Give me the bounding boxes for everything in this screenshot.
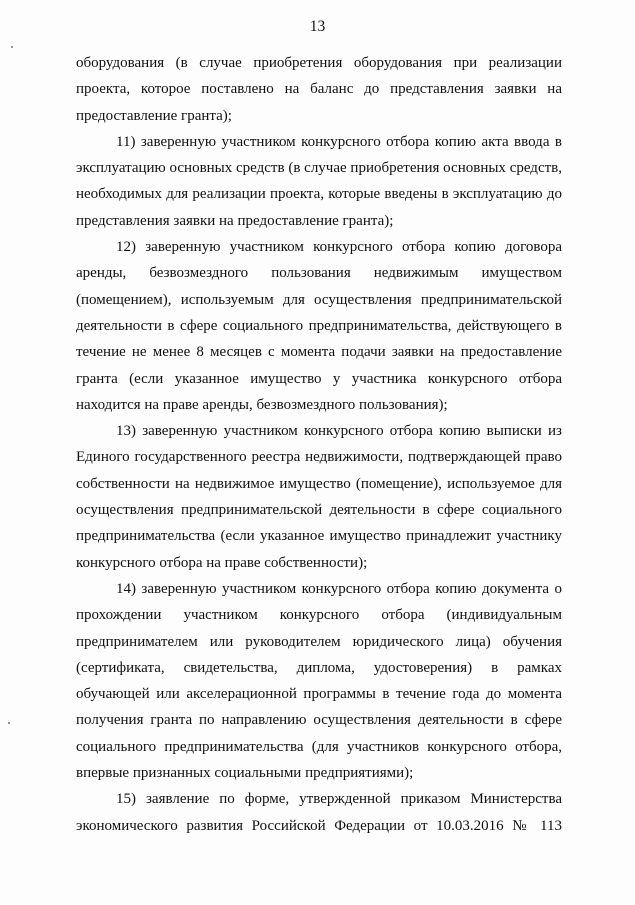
scan-speck xyxy=(11,46,13,48)
paragraph-item-11: 11) заверенную участником конкурсного отбора копию акта ввода в эксплуатацию основных средств (в случае приобретения основных средств, необходимых для реализации проекта, которые введены в эксплуатацию до представления заявки на предоставление гранта); xyxy=(76,133,562,229)
paragraph-item-15: 15) заявление по форме, утвержденной приказом Министерства экономического развития Российской Федерации от 10.03.2016 № 113 xyxy=(76,791,562,834)
page-number: 13 xyxy=(309,18,326,35)
paragraph-item-13: 13) заверенную участником конкурсного отбора копию выписки из Единого государственного реестра недвижимости, подтверждающей право собственности на недвижимое имущество (помещение), используемое для осуществления предпринимательской деятельности в сфере социального предпринимательства (если указанное имущество принадлежит участнику конкурсного отбора на праве собственности); xyxy=(76,423,562,571)
paragraph-item-14: 14) заверенную участником конкурсного отбора копию документа о прохождении участником конкурсного отбора (индивидуальным предпринимателем или руководителем юридического лица) обучения (сертификата, свидетельства, диплома, удостоверения) в рамках обучающей или акселерационной программы в течение года до момента получения гранта по направлению осуществления деятельности в сфере социального предпринимательства (для участников конкурсного отбора, впервые признанных социальными предприятиями); xyxy=(76,580,562,782)
paragraph-continuation: оборудования (в случае приобретения оборудования при реализации проекта, которое поставлено на баланс до представления заявки на предоставление гранта); xyxy=(76,55,562,124)
document-body xyxy=(76,50,562,839)
paragraph-item-12: 12) заверенную участником конкурсного отбора копию договора аренды, безвозмездного пользования недвижимым имуществом (помещением), используемым для осуществления предпринимательской деятельности в сфере социального предпринимательства, действующего в течение не менее 8 месяцев с момента подачи заявки на предоставление гранта (если указанное имущество у участника конкурсного отбора находится на праве аренды, безвозмездного пользования); xyxy=(76,239,562,413)
scan-speck xyxy=(8,722,10,724)
